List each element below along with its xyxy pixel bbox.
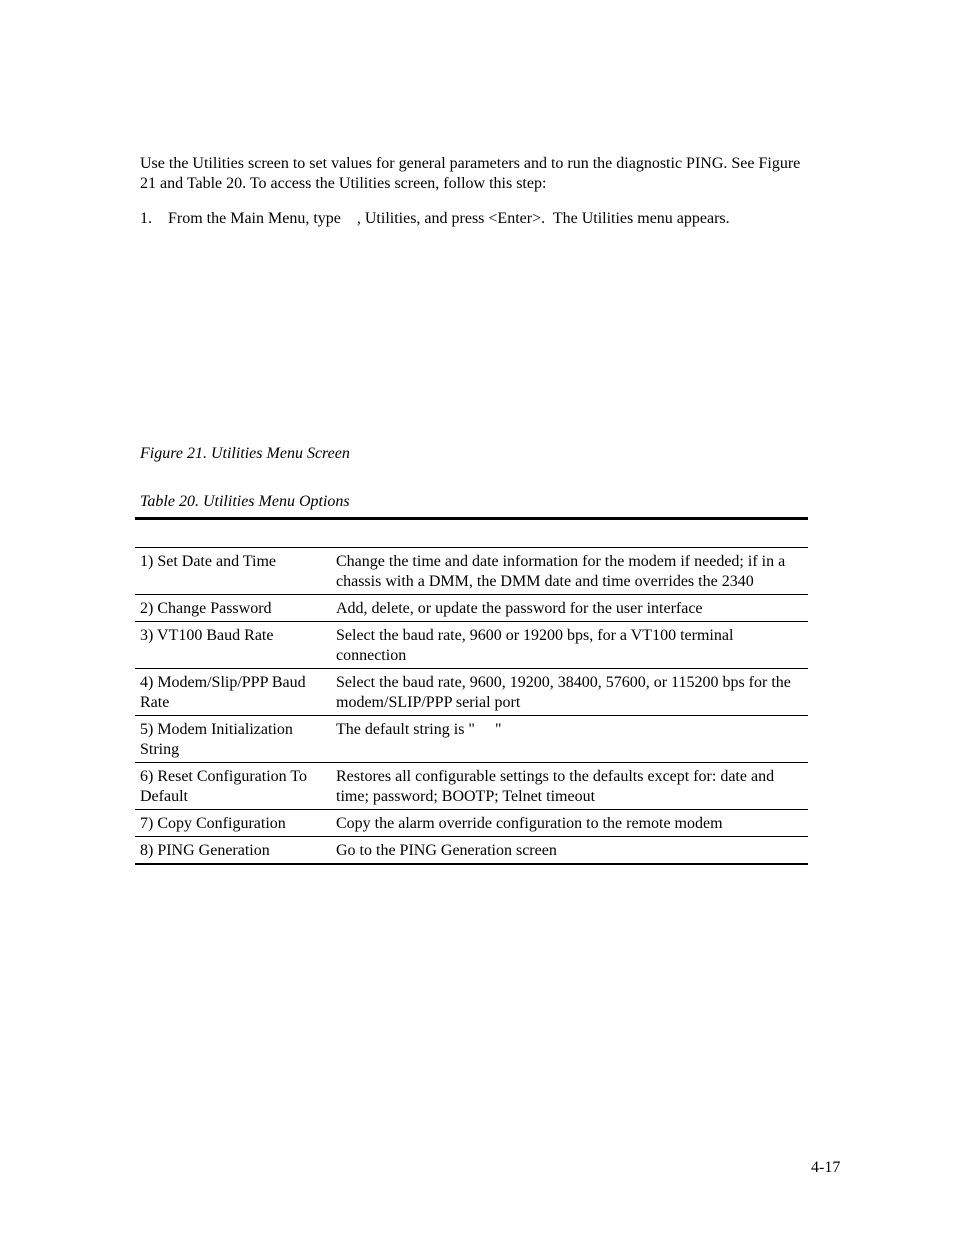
description-cell: Select the baud rate, 9600 or 19200 bps, for a VT100 terminal connection [326,622,808,669]
description-cell: Go to the PING Generation screen [326,837,808,865]
table-row [135,763,808,810]
description-cell: Change the time and date information for the modem if needed; if in a chassis with a DMM, the DMM date and time overrides the 2340 [326,548,808,595]
option-cell: 2) Change Password [135,595,326,622]
table-row [135,595,808,622]
table-caption: Table 20. Utilities Menu Options [140,493,350,510]
table-row [135,548,808,595]
option-cell: 1) Set Date and Time [135,548,326,595]
description-cell: Add, delete, or update the password for the user interface [326,595,808,622]
step-item [140,209,730,229]
description-cell: Restores all configurable settings to the defaults except for: date and time; password; BOOTP; Telnet timeout [326,763,808,810]
option-cell: 3) VT100 Baud Rate [135,622,326,669]
option-cell: 6) Reset Configuration To Default [135,763,326,810]
table-header-row [135,520,808,548]
description-cell: The default string is " " [326,716,808,763]
step-number: 1. [140,210,152,227]
option-cell: 7) Copy Configuration [135,810,326,837]
step-text: From the Main Menu, type , Utilities, and press <Enter>. The Utilities menu appears. [168,210,730,227]
page-number: 4-17 [811,1159,841,1176]
table-row [135,716,808,763]
table-row [135,810,808,837]
description-cell: Copy the alarm override configuration to the remote modem [326,810,808,837]
option-cell: 8) PING Generation [135,837,326,865]
option-cell: 5) Modem Initialization String [135,716,326,763]
figure-caption: Figure 21. Utilities Menu Screen [140,445,350,462]
table-row [135,669,808,716]
option-cell: 4) Modem/Slip/PPP Baud Rate [135,669,326,716]
utilities-options-table [135,517,808,865]
description-cell: Select the baud rate, 9600, 19200, 38400, 57600, or 115200 bps for the modem/SLIP/PPP serial port [326,669,808,716]
table-row [135,622,808,669]
table-row [135,837,808,865]
intro-paragraph: Use the Utilities screen to set values for general parameters and to run the diagnostic PING. See Figure 21 and Table 20. To access the Utilities screen, follow this step: [140,155,801,192]
